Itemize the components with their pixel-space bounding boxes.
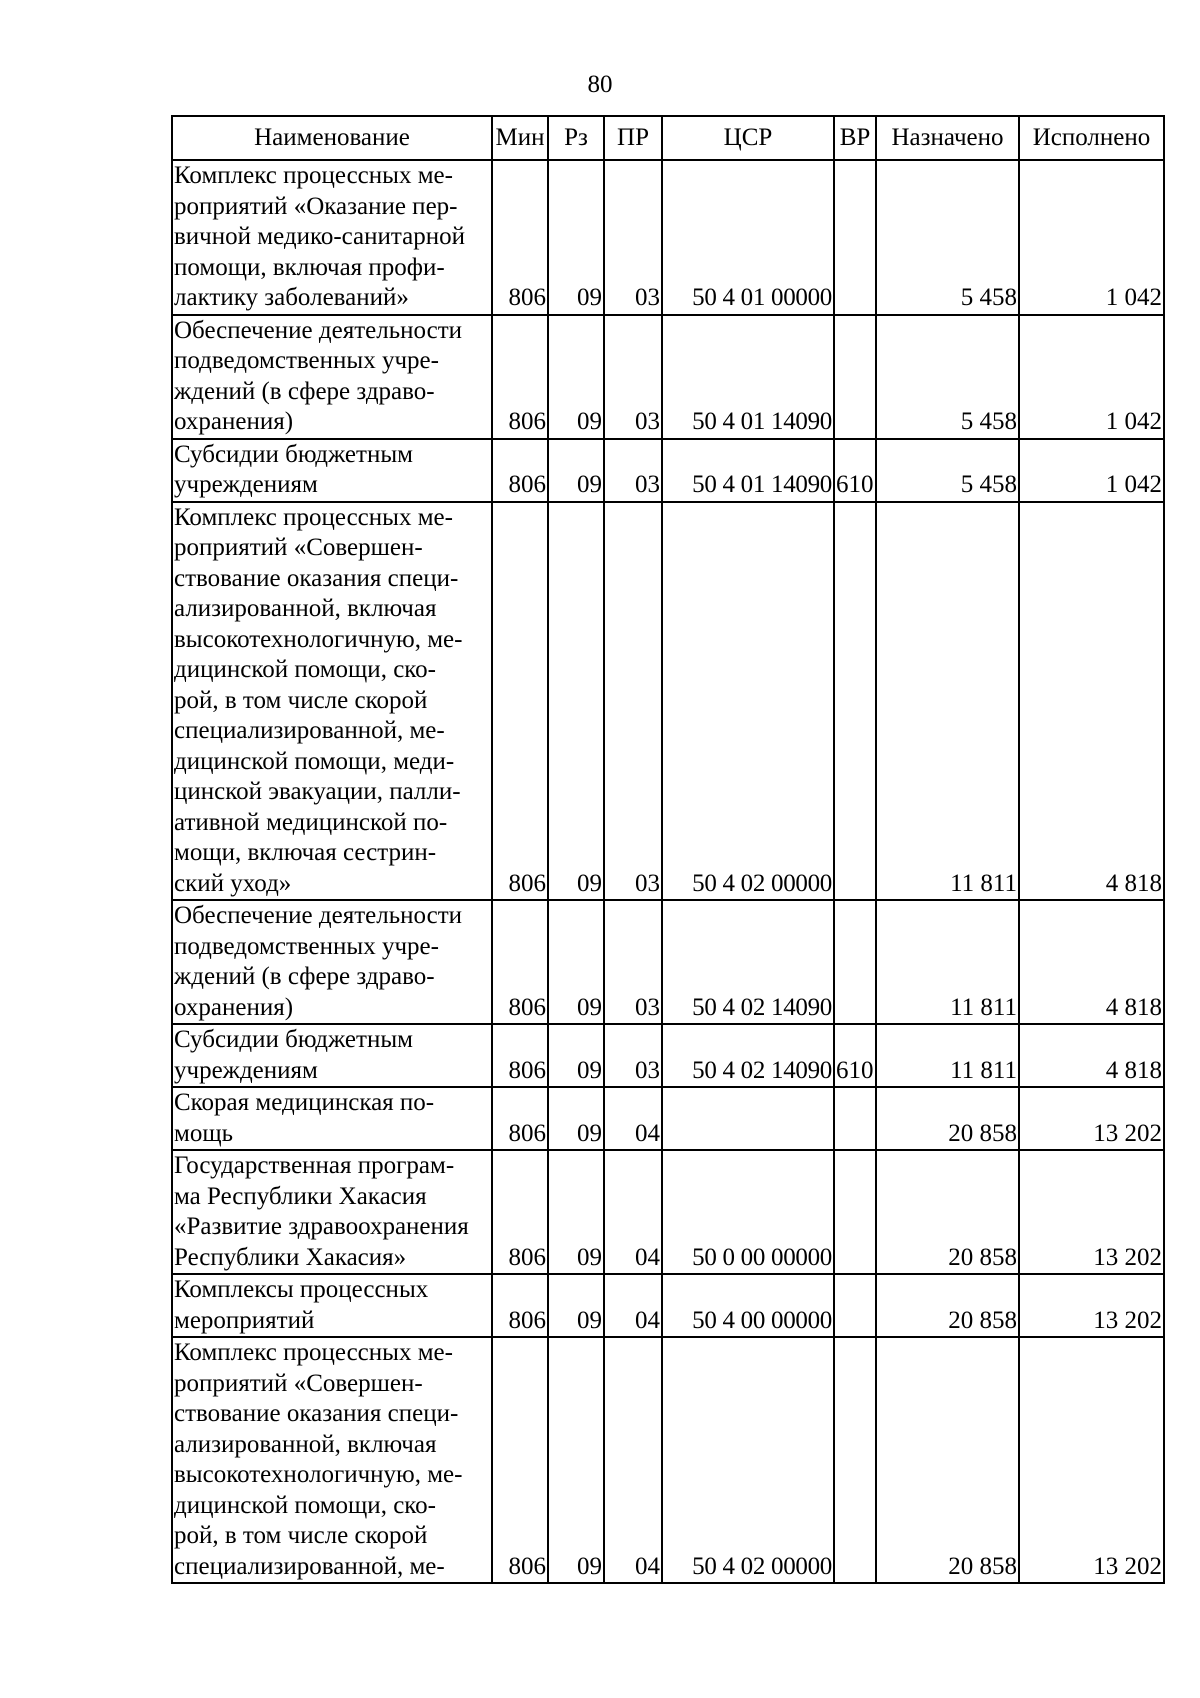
- cell-executed: 4 818: [1019, 900, 1164, 1024]
- cell-executed: 1 042: [1019, 160, 1164, 315]
- cell-csr: 50 4 02 14090: [662, 900, 834, 1024]
- cell-csr: 50 4 02 00000: [662, 1337, 834, 1583]
- cell-rz: 09: [548, 439, 604, 502]
- cell-assigned: 5 458: [876, 315, 1019, 439]
- header-assigned: Назначено: [876, 116, 1019, 160]
- cell-min: 806: [492, 1150, 548, 1274]
- cell-executed: 13 202: [1019, 1150, 1164, 1274]
- cell-min: 806: [492, 160, 548, 315]
- header-min: Мин: [492, 116, 548, 160]
- table-row: [172, 1150, 1164, 1274]
- header-pr: ПР: [604, 116, 662, 160]
- cell-assigned: 11 811: [876, 1024, 1019, 1087]
- cell-name: Обеспечение деятельности подведомственных учре- ждений (в сфере здраво- охранения): [172, 315, 492, 439]
- cell-pr: 03: [604, 502, 662, 901]
- cell-pr: 04: [604, 1087, 662, 1150]
- cell-min: 806: [492, 1087, 548, 1150]
- table-row: [172, 315, 1164, 439]
- cell-vr: [834, 160, 876, 315]
- page-number: 80: [587, 71, 613, 98]
- cell-pr: 03: [604, 315, 662, 439]
- cell-rz: 09: [548, 502, 604, 901]
- header-csr: ЦСР: [662, 116, 834, 160]
- cell-pr: 03: [604, 160, 662, 315]
- table-row: [172, 1024, 1164, 1087]
- header-row: [172, 116, 1164, 160]
- cell-min: 806: [492, 900, 548, 1024]
- cell-executed: 13 202: [1019, 1087, 1164, 1150]
- cell-csr: 50 4 01 14090: [662, 439, 834, 502]
- cell-name: Субсидии бюджетным учреждениям: [172, 1024, 492, 1087]
- cell-name: Скорая медицинская по- мощь: [172, 1087, 492, 1150]
- cell-vr: [834, 502, 876, 901]
- cell-rz: 09: [548, 1274, 604, 1337]
- cell-pr: 04: [604, 1337, 662, 1583]
- cell-csr: 50 0 00 00000: [662, 1150, 834, 1274]
- table-row: [172, 439, 1164, 502]
- cell-assigned: 5 458: [876, 439, 1019, 502]
- cell-name: Государственная програм- ма Республики Хакасия «Развитие здравоохранения Республики Хакасия»: [172, 1150, 492, 1274]
- cell-executed: 1 042: [1019, 439, 1164, 502]
- cell-min: 806: [492, 502, 548, 901]
- cell-vr: [834, 315, 876, 439]
- cell-min: 806: [492, 439, 548, 502]
- header-rz: Рз: [548, 116, 604, 160]
- cell-name: Комплекс процессных ме- роприятий «Оказание пер- вичной медико-санитарной помощи, включая профи- лактику заболеваний»: [172, 160, 492, 315]
- cell-csr: 50 4 02 14090: [662, 1024, 834, 1087]
- cell-name: Субсидии бюджетным учреждениям: [172, 439, 492, 502]
- cell-vr: [834, 1087, 876, 1150]
- cell-csr: 50 4 00 00000: [662, 1274, 834, 1337]
- cell-rz: 09: [548, 1150, 604, 1274]
- cell-vr: 610: [834, 439, 876, 502]
- table-row: [172, 1337, 1164, 1583]
- cell-csr: [662, 1087, 834, 1150]
- cell-name: Комплексы процессных мероприятий: [172, 1274, 492, 1337]
- budget-table: [171, 115, 1165, 1584]
- cell-pr: 03: [604, 1024, 662, 1087]
- cell-rz: 09: [548, 160, 604, 315]
- cell-min: 806: [492, 1024, 548, 1087]
- cell-assigned: 20 858: [876, 1337, 1019, 1583]
- table-row: [172, 502, 1164, 901]
- cell-rz: 09: [548, 1087, 604, 1150]
- table-row: [172, 1087, 1164, 1150]
- cell-assigned: 20 858: [876, 1150, 1019, 1274]
- cell-name: Комплекс процессных ме- роприятий «Совершен- ствование оказания специ- ализированной, включая высокотехнологичную, ме- дицинской помощи, ско- рой, в том числе скорой специализированной, ме- дицинской помощи, меди- цинской эвакуации, палли- ативной медицинской по- мощи, включая сестрин- ский уход»: [172, 502, 492, 901]
- cell-executed: 13 202: [1019, 1274, 1164, 1337]
- cell-vr: [834, 1150, 876, 1274]
- cell-pr: 03: [604, 439, 662, 502]
- cell-assigned: 5 458: [876, 160, 1019, 315]
- cell-rz: 09: [548, 900, 604, 1024]
- cell-executed: 1 042: [1019, 315, 1164, 439]
- header-name: Наименование: [172, 116, 492, 160]
- cell-rz: 09: [548, 1337, 604, 1583]
- cell-assigned: 20 858: [876, 1274, 1019, 1337]
- cell-name: Обеспечение деятельности подведомственных учре- ждений (в сфере здраво- охранения): [172, 900, 492, 1024]
- cell-rz: 09: [548, 315, 604, 439]
- cell-vr: [834, 1337, 876, 1583]
- cell-vr: [834, 900, 876, 1024]
- cell-executed: 13 202: [1019, 1337, 1164, 1583]
- table-row: [172, 900, 1164, 1024]
- cell-executed: 4 818: [1019, 502, 1164, 901]
- cell-rz: 09: [548, 1024, 604, 1087]
- header-executed: Исполнено: [1019, 116, 1164, 160]
- cell-csr: 50 4 02 00000: [662, 502, 834, 901]
- cell-min: 806: [492, 315, 548, 439]
- cell-pr: 03: [604, 900, 662, 1024]
- cell-vr: [834, 1274, 876, 1337]
- cell-pr: 04: [604, 1150, 662, 1274]
- cell-min: 806: [492, 1337, 548, 1583]
- cell-name: Комплекс процессных ме- роприятий «Совершен- ствование оказания специ- ализированной, включая высокотехнологичную, ме- дицинской помощи, ско- рой, в том числе скорой специализированной, ме-: [172, 1337, 492, 1583]
- table-row: [172, 160, 1164, 315]
- cell-pr: 04: [604, 1274, 662, 1337]
- cell-assigned: 20 858: [876, 1087, 1019, 1150]
- cell-assigned: 11 811: [876, 502, 1019, 901]
- table-row: [172, 1274, 1164, 1337]
- cell-executed: 4 818: [1019, 1024, 1164, 1087]
- cell-vr: 610: [834, 1024, 876, 1087]
- cell-csr: 50 4 01 14090: [662, 315, 834, 439]
- cell-assigned: 11 811: [876, 900, 1019, 1024]
- cell-csr: 50 4 01 00000: [662, 160, 834, 315]
- header-vr: ВР: [834, 116, 876, 160]
- cell-min: 806: [492, 1274, 548, 1337]
